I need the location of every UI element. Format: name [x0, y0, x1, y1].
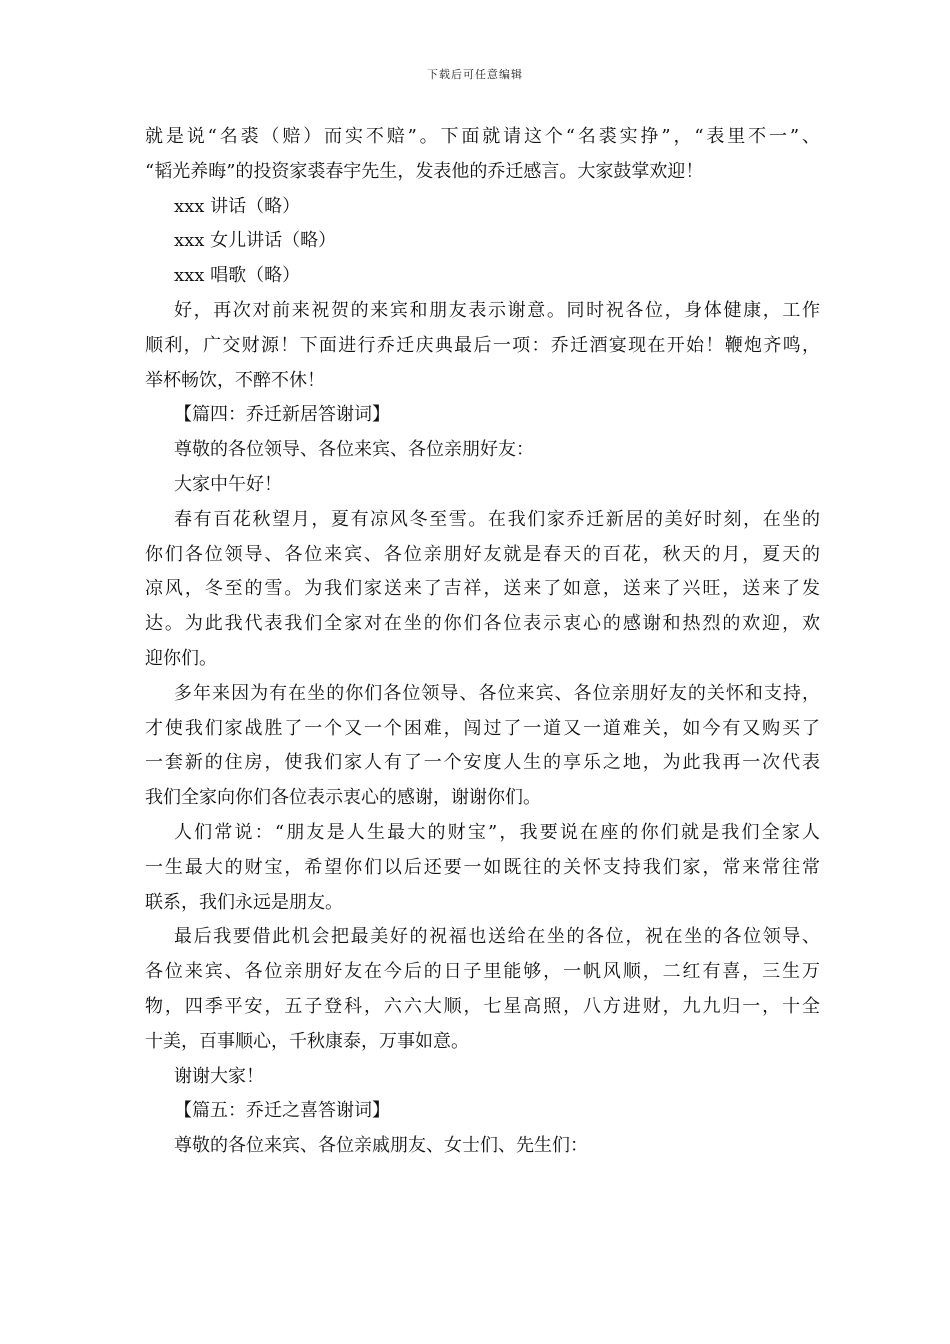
text-line: 大家中午好！	[174, 473, 282, 495]
text-line: 多年来因为有在坐的你们各位领导、各位来宾、各位亲朋好友的关怀和支持，	[174, 682, 820, 704]
text-line: 顺利，广交财源！下面进行乔迁庆典最后一项：乔迁酒宴现在开始！鞭炮齐鸣，	[145, 334, 820, 356]
text-line: 联系，我们永远是朋友。	[145, 891, 343, 913]
text-line: 一套新的住房，使我们家人有了一个安度人生的享乐之地，为此我再一次代表	[145, 752, 820, 774]
text-line: 【篇四：乔迁新居答谢词】	[174, 404, 390, 426]
text-line: 人们常说：“朋友是人生最大的财宝”，我要说在座的你们就是我们全家人	[174, 821, 820, 843]
page-header: 下载后可任意编辑	[427, 68, 523, 81]
text-line: 就是说“名裘（赔）而实不赔”。下面就请这个“名裘实挣”，“表里不一”、	[145, 126, 820, 147]
text-line: 谢谢大家！	[174, 1065, 264, 1087]
text-line: “韬光养晦”的投资家裘春宇先生，发表他的乔迁感言。大家鼓掌欢迎！	[145, 160, 704, 182]
text-line: 春有百花秋望月，夏有凉风冬至雪。在我们家乔迁新居的美好时刻，在坐的	[174, 508, 820, 530]
text-line: 凉风，冬至的雪。为我们家送来了吉祥，送来了如意，送来了兴旺，送来了发	[145, 578, 820, 600]
text-line: 才使我们家战胜了一个又一个困难，闯过了一道又一道难关，如今有又购买了	[145, 717, 820, 739]
text-line: 尊敬的各位领导、各位来宾、各位亲朋好友：	[174, 439, 534, 461]
text-line: 各位来宾、各位亲朋好友在今后的日子里能够，一帆风顺，二红有喜，三生万	[145, 961, 820, 983]
text-line: 物，四季平安，五子登科，六六大顺，七星高照，八方进财，九九归一，十全	[145, 995, 820, 1017]
text-line: 最后我要借此机会把最美好的祝福也送给在坐的各位，祝在坐的各位领导、	[174, 926, 820, 948]
text-line: 达。为此我代表我们全家对在坐的你们各位表示衷心的感谢和热烈的欢迎，欢	[145, 613, 820, 635]
text-line: 好，再次对前来祝贺的来宾和朋友表示谢意。同时祝各位，身体健康，工作	[174, 299, 820, 321]
document-body	[145, 120, 820, 1164]
text-line: 你们各位领导、各位来宾、各位亲朋好友就是春天的百花，秋天的月，夏天的	[145, 543, 820, 565]
text-line: 迎你们。	[145, 647, 217, 669]
text-line: xxx 女儿讲话（略）	[174, 230, 337, 252]
text-line: 我们全家向你们各位表示衷心的感谢，谢谢你们。	[145, 787, 541, 809]
text-line: 【篇五：乔迁之喜答谢词】	[174, 1100, 390, 1122]
text-line: xxx 唱歌（略）	[174, 265, 301, 287]
text-line: 尊敬的各位来宾、各位亲戚朋友、女士们、先生们：	[174, 1135, 588, 1157]
text-line: xxx 讲话（略）	[174, 195, 301, 217]
text-line: 举杯畅饮，不醉不休！	[145, 369, 325, 391]
text-line: 一生最大的财宝，希望你们以后还要一如既往的关怀支持我们家，常来常往常	[145, 856, 820, 878]
text-line: 十美，百事顺心，千秋康泰，万事如意。	[145, 1030, 469, 1052]
